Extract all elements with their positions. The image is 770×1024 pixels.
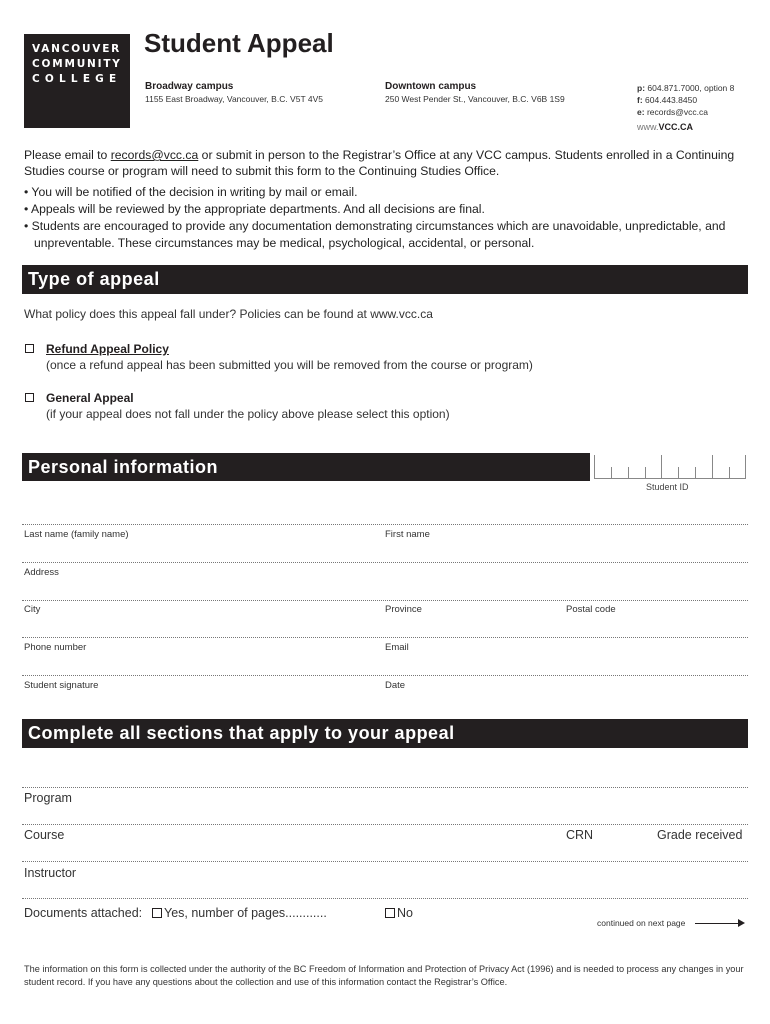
student-id-boxes[interactable] [594,455,746,479]
email-prefix: e: [637,107,645,117]
postal-code-field[interactable]: Postal code [566,604,616,615]
program-field[interactable]: Program [24,791,72,805]
field-line [22,600,748,601]
documents-no-checkbox[interactable] [385,908,395,918]
first-name-field[interactable]: First name [385,529,430,540]
field-line [22,637,748,638]
field-line [22,824,748,825]
email-field[interactable]: Email [385,642,409,653]
type-of-appeal-heading: Type of appeal [22,265,748,294]
phone-number-field[interactable]: Phone number [24,642,87,653]
campus1-address: 1155 East Broadway, Vancouver, B.C. V5T 4V5 [145,94,323,104]
general-appeal-label: General Appeal [46,391,134,405]
refund-appeal-label: Refund Appeal Policy [46,342,169,356]
last-name-field[interactable]: Last name (family name) [24,529,129,540]
grade-received-field[interactable]: Grade received [657,828,743,842]
crn-field[interactable]: CRN [566,828,594,842]
logo-line-2: COMMUNITY [32,58,122,70]
documents-no-label: No [397,906,413,920]
intro-after-link: or submit in person to the Registrar’s Office at any VCC campus. Students enrolled in a Continuing Studies course or program will need to submit this form to the Continuing Studies Office. [24,148,735,178]
refund-appeal-checkbox[interactable] [25,344,34,353]
bullet-item: • You will be notified of the decision in writing by mail or email. [24,185,358,199]
field-line [22,787,748,788]
logo-line-1: VANCOUVER [32,43,122,55]
instructor-field[interactable]: Instructor [24,866,77,880]
arrow-right-icon [695,923,743,924]
refund-appeal-note: (once a refund appeal has been submitted you will be removed from the course or program) [46,358,533,372]
documents-yes-checkbox[interactable] [152,908,162,918]
privacy-footer: The information on this form is collected under the authority of the BC Freedom of Information and Protection of Privacy Act (1996) and is needed to process any changes in your student record. If you have any questions about the collection and use of this information contact the Registrar’s Office. [24,964,744,987]
student-signature-field[interactable]: Student signature [24,680,99,691]
phone-prefix: p: [637,83,646,93]
field-line [22,562,748,563]
intro-before-link: Please email to [24,148,111,162]
general-appeal-checkbox[interactable] [25,393,34,402]
continued-note: continued on next page [597,918,686,928]
contact-email[interactable]: records@vcc.ca [646,107,708,117]
fax-prefix: f: [637,95,643,105]
records-email-link[interactable]: records@vcc.ca [110,148,199,162]
student-id-label: Student ID [646,482,689,492]
form-title: Student Appeal [144,28,334,58]
fax-number: 604.443.8450 [645,95,698,105]
field-line [22,861,748,862]
address-field[interactable]: Address [24,567,59,578]
vcc-logo [24,34,130,128]
arrow-head-icon [738,919,745,927]
documents-attached-label: Documents attached: [24,906,143,920]
field-line [22,524,748,525]
documents-yes-label: Yes, number of pages............ [164,906,327,920]
campus2-name: Downtown campus [385,81,477,92]
campus2-address: 250 West Pender St., Vancouver, B.C. V6B 1S9 [385,94,565,104]
logo-line-3: COLLEGE [32,73,122,85]
phone-number: 604.871.7000, option 8 [647,83,735,93]
field-line [22,898,748,899]
date-field[interactable]: Date [385,680,406,691]
bullet-item: • Appeals will be reviewed by the appropriate departments. And all decisions are final. [24,202,485,216]
province-field[interactable]: Province [385,604,422,615]
info-bullets [24,184,749,252]
intro-text [24,147,744,179]
www-domain: VCC.CA [658,122,694,132]
bullet-item: • Students are encouraged to provide any documentation demonstrating circumstances which are unavoidable, unpredictable, and unpreventable. These circumstances may be medical, psychological, accidental, or personal. [24,219,726,250]
course-field[interactable]: Course [24,828,65,842]
contact-block [637,82,734,118]
www-prefix: www. [637,122,659,132]
policy-question: What policy does this appeal fall under? Policies can be found at www.vcc.ca [24,307,433,321]
personal-info-heading: Personal information [22,453,590,481]
sections-heading: Complete all sections that apply to your appeal [22,719,748,748]
field-line [22,675,748,676]
city-field[interactable]: City [24,604,41,615]
campus1-name: Broadway campus [145,81,234,92]
website[interactable] [637,122,693,132]
general-appeal-note: (if your appeal does not fall under the policy above please select this option) [46,407,450,421]
